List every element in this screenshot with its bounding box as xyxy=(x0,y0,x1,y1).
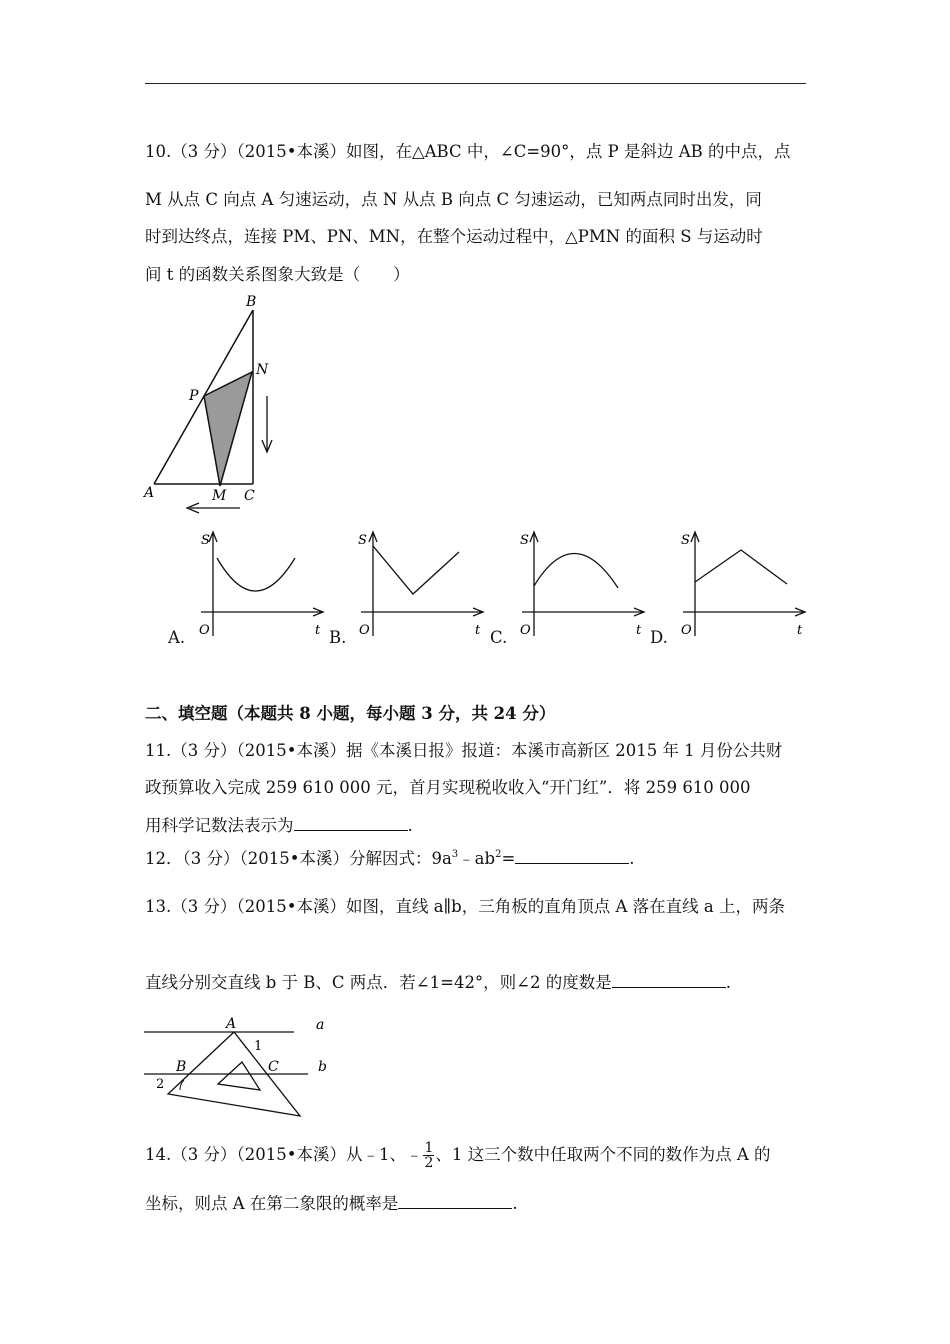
label-A: A xyxy=(144,485,155,501)
label-B: B xyxy=(246,294,257,310)
option-d-label: D. xyxy=(650,628,668,647)
label-N: N xyxy=(256,362,269,378)
svg-text:O: O xyxy=(199,623,210,638)
svg-text:S: S xyxy=(520,533,529,548)
q10-line-1: 10.（3 分）（2015•本溪）如图，在△ABC 中，∠C=90°，点 P 是斜边 AB 的中点，点 xyxy=(145,142,791,161)
svg-text:O: O xyxy=(520,623,531,638)
option-d-graph xyxy=(677,524,817,644)
svg-text:t: t xyxy=(636,623,642,638)
q11-line-1: 11.（3 分）（2015•本溪）据《本溪日报》报道：本溪市高新区 2015 年 1 月份公共财 xyxy=(145,741,783,760)
q14-answer-blank[interactable] xyxy=(398,1192,512,1209)
q11-line-2: 政预算收入完成 259 610 000 元，首月实现税收收入“开门红”．将 259 610 000 xyxy=(145,778,751,797)
svg-text:A: A xyxy=(226,1016,237,1032)
q10-line-3: 时到达终点，连接 PM、PN、MN，在整个运动过程中，△PMN 的面积 S 与运动时 xyxy=(145,227,763,246)
svg-text:S: S xyxy=(358,533,367,548)
q13-parallel-lines-figure xyxy=(140,1012,340,1122)
svg-text:b: b xyxy=(318,1059,327,1075)
svg-text:1: 1 xyxy=(254,1039,263,1054)
svg-text:O: O xyxy=(681,623,692,638)
q13-line-2: 直线分别交直线 b 于 B、C 两点．若∠1=42°，则∠2 的度数是 . xyxy=(145,973,732,992)
svg-text:C: C xyxy=(268,1059,279,1075)
q10-triangle-figure xyxy=(140,290,290,520)
q10-line-4: 间 t 的函数关系图象大致是（ ） xyxy=(145,265,410,284)
label-M: M xyxy=(212,488,227,504)
svg-text:S: S xyxy=(681,533,690,548)
option-c-label: C. xyxy=(490,628,508,647)
label-C: C xyxy=(244,488,255,504)
svg-text:O: O xyxy=(359,623,370,638)
q12-line: 12．（3 分）（2015•本溪）分解因式：$9a^3﹣ab^2=$ . xyxy=(145,849,635,868)
fraction-half: $\frac{1}{2}$ xyxy=(424,1140,434,1171)
section-heading: 二、填空题（本题共 8 小题，每小题 3 分，共 24 分） xyxy=(145,704,556,723)
svg-text:t: t xyxy=(475,623,481,638)
q13-line-1: 13.（3 分）（2015•本溪）如图，直线 a∥b，三角板的直角顶点 A 落在直线 a 上，两条 xyxy=(145,897,785,916)
label-P: P xyxy=(189,388,199,404)
svg-text:B: B xyxy=(176,1059,187,1075)
option-b-graph xyxy=(355,524,495,644)
svg-text:S: S xyxy=(201,533,210,548)
q12-answer-blank[interactable] xyxy=(515,847,629,864)
svg-text:t: t xyxy=(797,623,803,638)
header-rule xyxy=(145,83,806,84)
q11-answer-blank[interactable] xyxy=(294,814,408,831)
svg-text:t: t xyxy=(315,623,321,638)
option-c-graph xyxy=(516,524,656,644)
svg-text:2: 2 xyxy=(156,1077,165,1092)
q14-line-2: 坐标，则点 A 在第二象限的概率是 . xyxy=(145,1194,518,1213)
q11-line-3: 用科学记数法表示为 . xyxy=(145,816,413,835)
q13-answer-blank[interactable] xyxy=(612,971,726,988)
svg-text:a: a xyxy=(316,1017,325,1033)
option-a-label: A. xyxy=(168,628,186,647)
q14-line-1: 14.（3 分）（2015•本溪）从﹣1、﹣ $\frac{1}{2}$ 、1 这三个数中任取两个不同的数作为点 A 的 xyxy=(145,1140,771,1171)
option-a-graph xyxy=(195,524,335,644)
option-b-label: B. xyxy=(329,628,347,647)
q10-line-2: M 从点 C 向点 A 匀速运动，点 N 从点 B 向点 C 匀速运动，已知两点同时出发，同 xyxy=(145,190,762,209)
